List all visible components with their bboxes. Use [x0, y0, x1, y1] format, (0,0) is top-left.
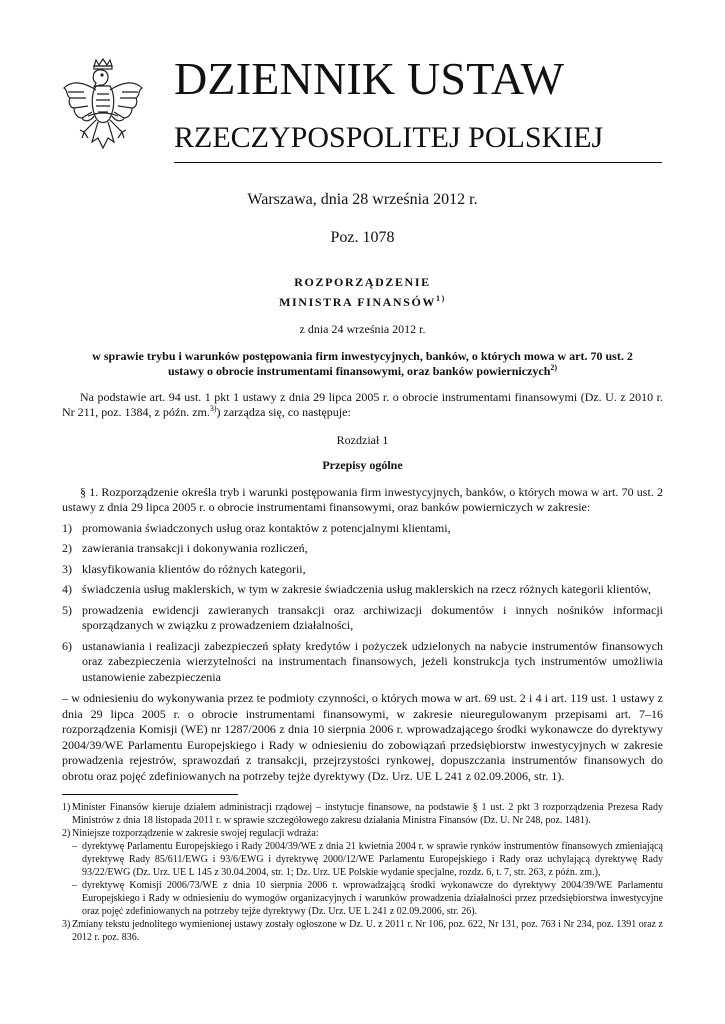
- footnote-2-item: – dyrektywę Komisji 2006/73/WE z dnia 10 sierpnia 2006 r. wprowadzającą środki wykonawcze do dyrektywy 2004/39/WE Parlamentu Europejskiego i Rady w odniesieniu do wymogów organizacyjnych i warunków prowadzenia działalności przez przedsiębiorstwa inwestycyjne oraz pojęć zdefiniowanych na potrzeby tejże dyrektywy (Dz. Urz. UE L 241 z 02.09.2006, str. 26).: [72, 880, 663, 917]
- footnote-1: 1) Minister Finansów kieruje działem administracji rządowej – instytucje finansowe, na podstawie § 1 ust. 2 pkt 3 rozporządzenia Prezesa Rady Ministrów z dnia 18 listopada 2011 r. w sprawie szczegółowego zakresu działania Ministra Finansów (Dz. U. Nr 248, poz. 1481).: [62, 802, 663, 826]
- footnote-2: 2) Niniejsze rozporządzenie w zakresie swojej regulacji wdraża:: [62, 828, 319, 839]
- list-item: 6) ustanawiania i realizacji zabezpieczeń spłaty kredytów i pożyczek udzielonych na nabycie instrumentów finansowych oraz zabezpieczenia wierzytelności na instrumentach finansowych, jeżeli konstrukcja tych instrumentów umożliwia ustanowienie zabezpieczenia: [62, 638, 663, 684]
- footnote-ref: 2): [550, 363, 558, 372]
- polish-eagle-icon: [58, 58, 148, 166]
- preamble: [62, 390, 663, 421]
- masthead-subtitle: RZECZYPOSPOLITEJ POLSKIEJ: [174, 121, 604, 154]
- issue-position: Poz. 1078: [330, 229, 395, 246]
- footnote-2-item: – dyrektywę Parlamentu Europejskiego i Rady 2004/39/WE z dnia 21 kwietnia 2004 r. w sprawie rynków instrumentów finansowych zmieniającą dyrektywę Rady 85/611/EWG i 93/6/EWG i dyrektywę 2000/12/WE Parlamentu Europejskiego i Rady oraz uchylającą dyrektywę Rady 93/22/EWG (Dz. Urz. UE L 145 z 30.04.2004, str. 1; Dz. Urz. UE Polskie wydanie specjalne, rozdz. 6, t. 7, str. 263, z późn. zm.),: [72, 841, 663, 878]
- list-item: 3) klasyfikowania klientów do różnych kategorii,: [62, 561, 306, 576]
- list-item: 5) prowadzenia ewidencji zawieranych transakcji oraz archiwizacji dokumentów i innych nośników informacji sporządzanych w związku z prowadzeniem działalności,: [62, 602, 663, 632]
- list-item: 4) świadczenia usług maklerskich, w tym w zakresie świadczenia usług maklerskich na rzecz różnych kategorii klientów,: [62, 582, 652, 596]
- issue-place-date: Warszawa, dnia 28 września 2012 r.: [247, 191, 478, 208]
- act-title: [62, 349, 663, 380]
- act-title-text: w sprawie trybu i warunków postępowania firm inwestycyjnych, banków, o których mowa w art. 70 ust. 2 ustawy o obrocie instrumentami finansowymi, oraz banków powierniczych: [92, 348, 633, 378]
- footnote-divider: [62, 794, 238, 795]
- document-body: [62, 275, 663, 944]
- footnote-ref: 3): [209, 404, 217, 413]
- act-date: z dnia 24 września 2012 r.: [299, 322, 426, 336]
- footnotes: [62, 801, 663, 944]
- chapter-number: Rozdział 1: [336, 432, 389, 447]
- section-1-closing: – w odniesieniu do wykonywania przez te podmioty czynności, o których mowa w art. 69 ust. 2 i 4 i art. 119 ust. 1 ustawy z dnia 29 lipca 2005 r. o obrocie instrumentami finansowymi, w zakresie nieuregulowanym przepisami art. 7–16 rozporządzenia Komisji (WE) nr 1287/2006 z dnia 10 sierpnia 2006 r. wprowadzającego środki wykonawcze do dyrektywy 2004/39/WE Parlamentu Europejskiego i Rady w odniesieniu do zobowiązań przedsiębiorstw inwestycyjnych w zakresie prowadzenia rejestrów, sprawozdań z transakcji, przejrzystości rynkowej, dopuszczania instrumentów finansowych do obrotu oraz pojęć zdefiniowanych na potrzeby tejże dyrektywy (Dz. Urz. UE L 241 z 02.09.2006, str. 1).: [62, 691, 663, 783]
- preamble-text: Na podstawie art. 94 ust. 1 pkt 1 ustawy z dnia 29 lipca 2005 r. o obrocie instrumentami finansowymi (Dz. U. z 2010 r. Nr 211, poz. 1384, z późn. zm.: [62, 389, 663, 419]
- list-item: 2) zawierania transakcji i dokonywania rozliczeń,: [62, 541, 308, 555]
- chapter-title: Przepisy ogólne: [322, 458, 403, 472]
- act-issuer-text: MINISTRA FINANSÓW: [279, 294, 436, 309]
- section-1-intro: § 1. Rozporządzenie określa tryb i warunki postępowania firm inwestycyjnych, banków, o których mowa w art. 70 ust. 2 ustawy z dnia 29 lipca 2005 r. o obrocie instrumentami finansowymi, oraz banków powierniczych w zakresie:: [62, 484, 663, 514]
- preamble-end: ) zarządza się, co następuje:: [216, 405, 351, 419]
- footnote-3: 3) Zmiany tekstu jednolitego wymienionej ustawy zostały ogłoszone w Dz. U. z 2011 r. Nr 106, poz. 622, Nr 131, poz. 763 i Nr 234, poz. 1391 oraz z 2012 r. poz. 836.: [62, 919, 663, 943]
- section-1-list: [62, 521, 663, 686]
- list-item: 1) promowania świadczonych usług oraz kontaktów z potencjalnymi klientami,: [62, 520, 451, 535]
- act-type: ROZPORZĄDZENIE: [294, 275, 431, 289]
- masthead-title: DZIENNIK USTAW: [174, 53, 565, 104]
- act-issuer: [62, 295, 663, 311]
- footnote-ref: 1): [436, 293, 446, 303]
- masthead-divider: [174, 162, 662, 163]
